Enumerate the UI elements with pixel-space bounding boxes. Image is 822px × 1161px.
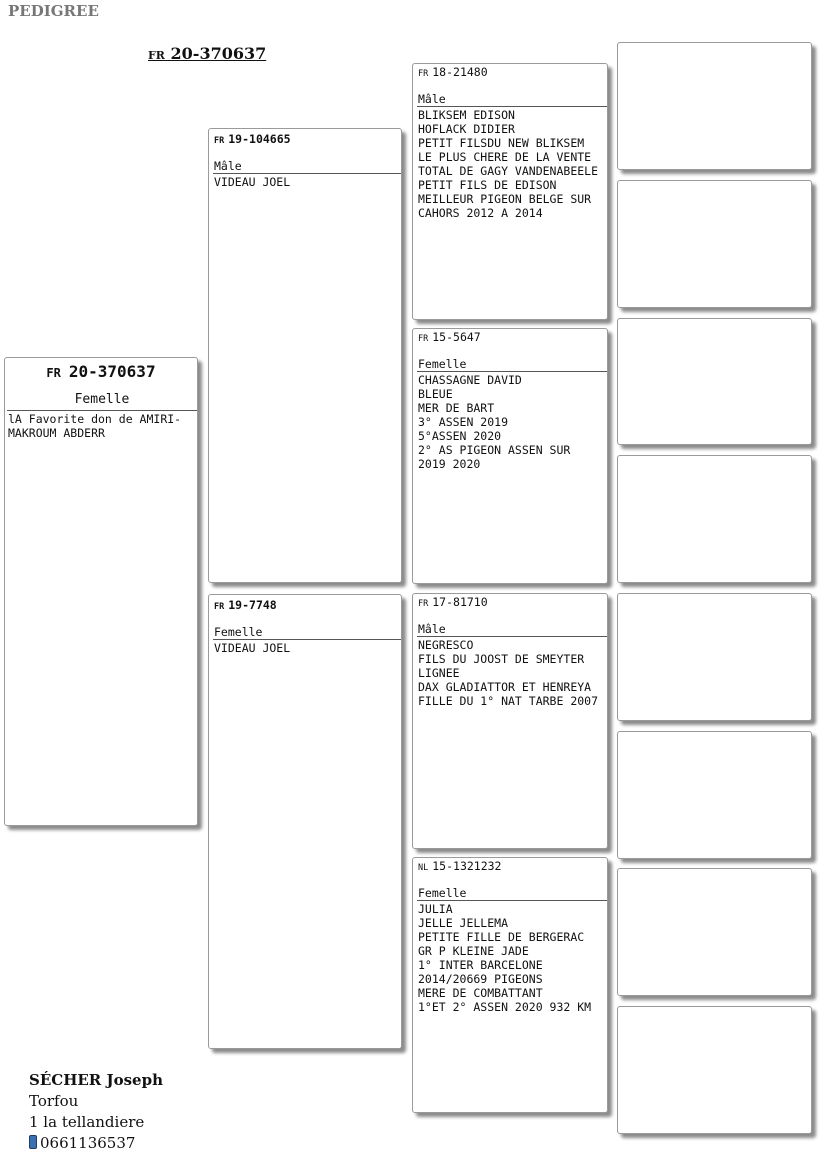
card-line: PETITE FILLE DE BERGERAC (418, 930, 585, 944)
card-line: 3° ASSEN 2019 (418, 415, 509, 429)
ring-value: 17-81710 (432, 595, 488, 609)
card-line: MEILLEUR PIGEON BELGE SUR (418, 192, 592, 206)
country-code: FR (46, 366, 61, 380)
card-line: 1°ET 2° ASSEN 2020 932 KM (418, 1000, 592, 1014)
mobile-phone-icon (29, 1135, 37, 1149)
card-line: MER DE BART (418, 401, 495, 415)
card-line: GR P KLEINE JADE (418, 944, 529, 958)
subject-country-code: FR (148, 49, 165, 62)
card-line: VIDEAU JOEL (214, 641, 291, 655)
ring-number (209, 129, 401, 146)
card-line: HOFLACK DIDIER (418, 122, 515, 136)
subject-ring-header (148, 44, 266, 63)
card-lines (209, 640, 401, 655)
card-line: PETIT FILSDU NEW BLIKSEM (418, 136, 585, 150)
card-lines (413, 637, 607, 708)
sire-card (208, 128, 402, 583)
great-grandparent-card (617, 318, 812, 445)
card-lines (413, 901, 607, 1014)
card-line: 1° INTER BARCELONE (418, 958, 543, 972)
card-line: 5°ASSEN 2020 (418, 429, 502, 443)
card-line: MERE DE COMBATTANT (418, 986, 543, 1000)
ring-number (413, 858, 607, 873)
paternal-granddam-card (412, 328, 608, 584)
card-line: DAX GLADIATTOR ET HENREYA (418, 680, 592, 694)
country-code: FR (214, 602, 225, 612)
great-grandparent-card (617, 593, 812, 721)
breeder-phone: 0661136537 (40, 1134, 136, 1152)
sex-label: Femelle (417, 886, 607, 901)
sex-label: Femelle (417, 357, 607, 372)
sex-label: Mâle (213, 159, 401, 174)
breeder-phone-row (29, 1133, 163, 1154)
country-code: NL (418, 863, 429, 873)
ring-value: 15-1321232 (432, 859, 502, 873)
card-line: FILLE DU 1° NAT TARBE 2007 (418, 694, 599, 708)
card-line: BLIKSEM EDISON (418, 108, 515, 122)
card-line: LIGNEE (418, 666, 460, 680)
card-line: BLEUE (418, 387, 453, 401)
great-grandparent-card (617, 42, 812, 170)
dam-card (208, 594, 402, 1049)
card-line: VIDEAU JOEL (214, 175, 291, 189)
card-lines (209, 174, 401, 189)
card-line: 2014/20669 PIGEONS (418, 972, 543, 986)
subject-card (4, 357, 198, 826)
country-code: FR (418, 599, 429, 609)
card-line: FILS DU JOOST DE SMEYTER (418, 652, 585, 666)
ring-number (413, 594, 607, 609)
card-line: LE PLUS CHERE DE LA VENTE (418, 150, 592, 164)
ring-value: 19-104665 (228, 132, 291, 146)
ring-number (209, 595, 401, 612)
ring-value: 15-5647 (432, 330, 481, 344)
card-line: 2° AS PIGEON ASSEN SUR (418, 443, 571, 457)
great-grandparent-card (617, 455, 812, 583)
paternal-grandsire-card (412, 63, 608, 320)
sex-label: Mâle (417, 622, 607, 637)
card-line: NEGRESCO (418, 638, 474, 652)
ring-number (413, 64, 607, 79)
country-code: FR (214, 136, 225, 146)
card-line: TOTAL DE GAGY VANDENABEELE (418, 164, 599, 178)
card-lines (413, 372, 607, 471)
card-line: CAHORS 2012 A 2014 (418, 206, 543, 220)
card-line: CHASSAGNE DAVID (418, 373, 522, 387)
great-grandparent-card (617, 180, 812, 308)
card-line: PETIT FILS DE EDISON (418, 178, 557, 192)
sex-label: Femelle (213, 625, 401, 640)
breeder-name: SÉCHER Joseph (29, 1071, 163, 1089)
card-line: JELLE JELLEMA (418, 916, 509, 930)
maternal-grandsire-card (412, 593, 608, 849)
card-line: MAKROUM ABDERR (8, 426, 105, 440)
breeder-address: 1 la tellandiere (29, 1113, 145, 1131)
country-code: FR (418, 334, 429, 344)
breeder-info (29, 1070, 163, 1154)
sex-label: Mâle (417, 92, 607, 107)
ring-value: 19-7748 (228, 598, 277, 612)
card-line: lA Favorite don de AMIRI- (8, 412, 182, 426)
card-line: JULIA (418, 902, 453, 916)
card-lines (413, 107, 607, 220)
country-code: FR (418, 69, 429, 79)
subject-ring-number: 20-370637 (170, 44, 267, 63)
great-grandparent-card (617, 1006, 812, 1134)
sex-label: Femelle (7, 393, 197, 411)
breeder-city: Torfou (29, 1092, 79, 1110)
card-line: 2019 2020 (418, 457, 481, 471)
ring-value: 20-370637 (68, 362, 156, 381)
maternal-granddam-card (412, 857, 608, 1113)
ring-number (5, 358, 197, 385)
great-grandparent-card (617, 731, 812, 859)
great-grandparent-card (617, 868, 812, 996)
page-title: PEDIGREE (8, 2, 99, 20)
ring-value: 18-21480 (432, 65, 488, 79)
ring-number (413, 329, 607, 344)
card-lines (5, 411, 197, 440)
